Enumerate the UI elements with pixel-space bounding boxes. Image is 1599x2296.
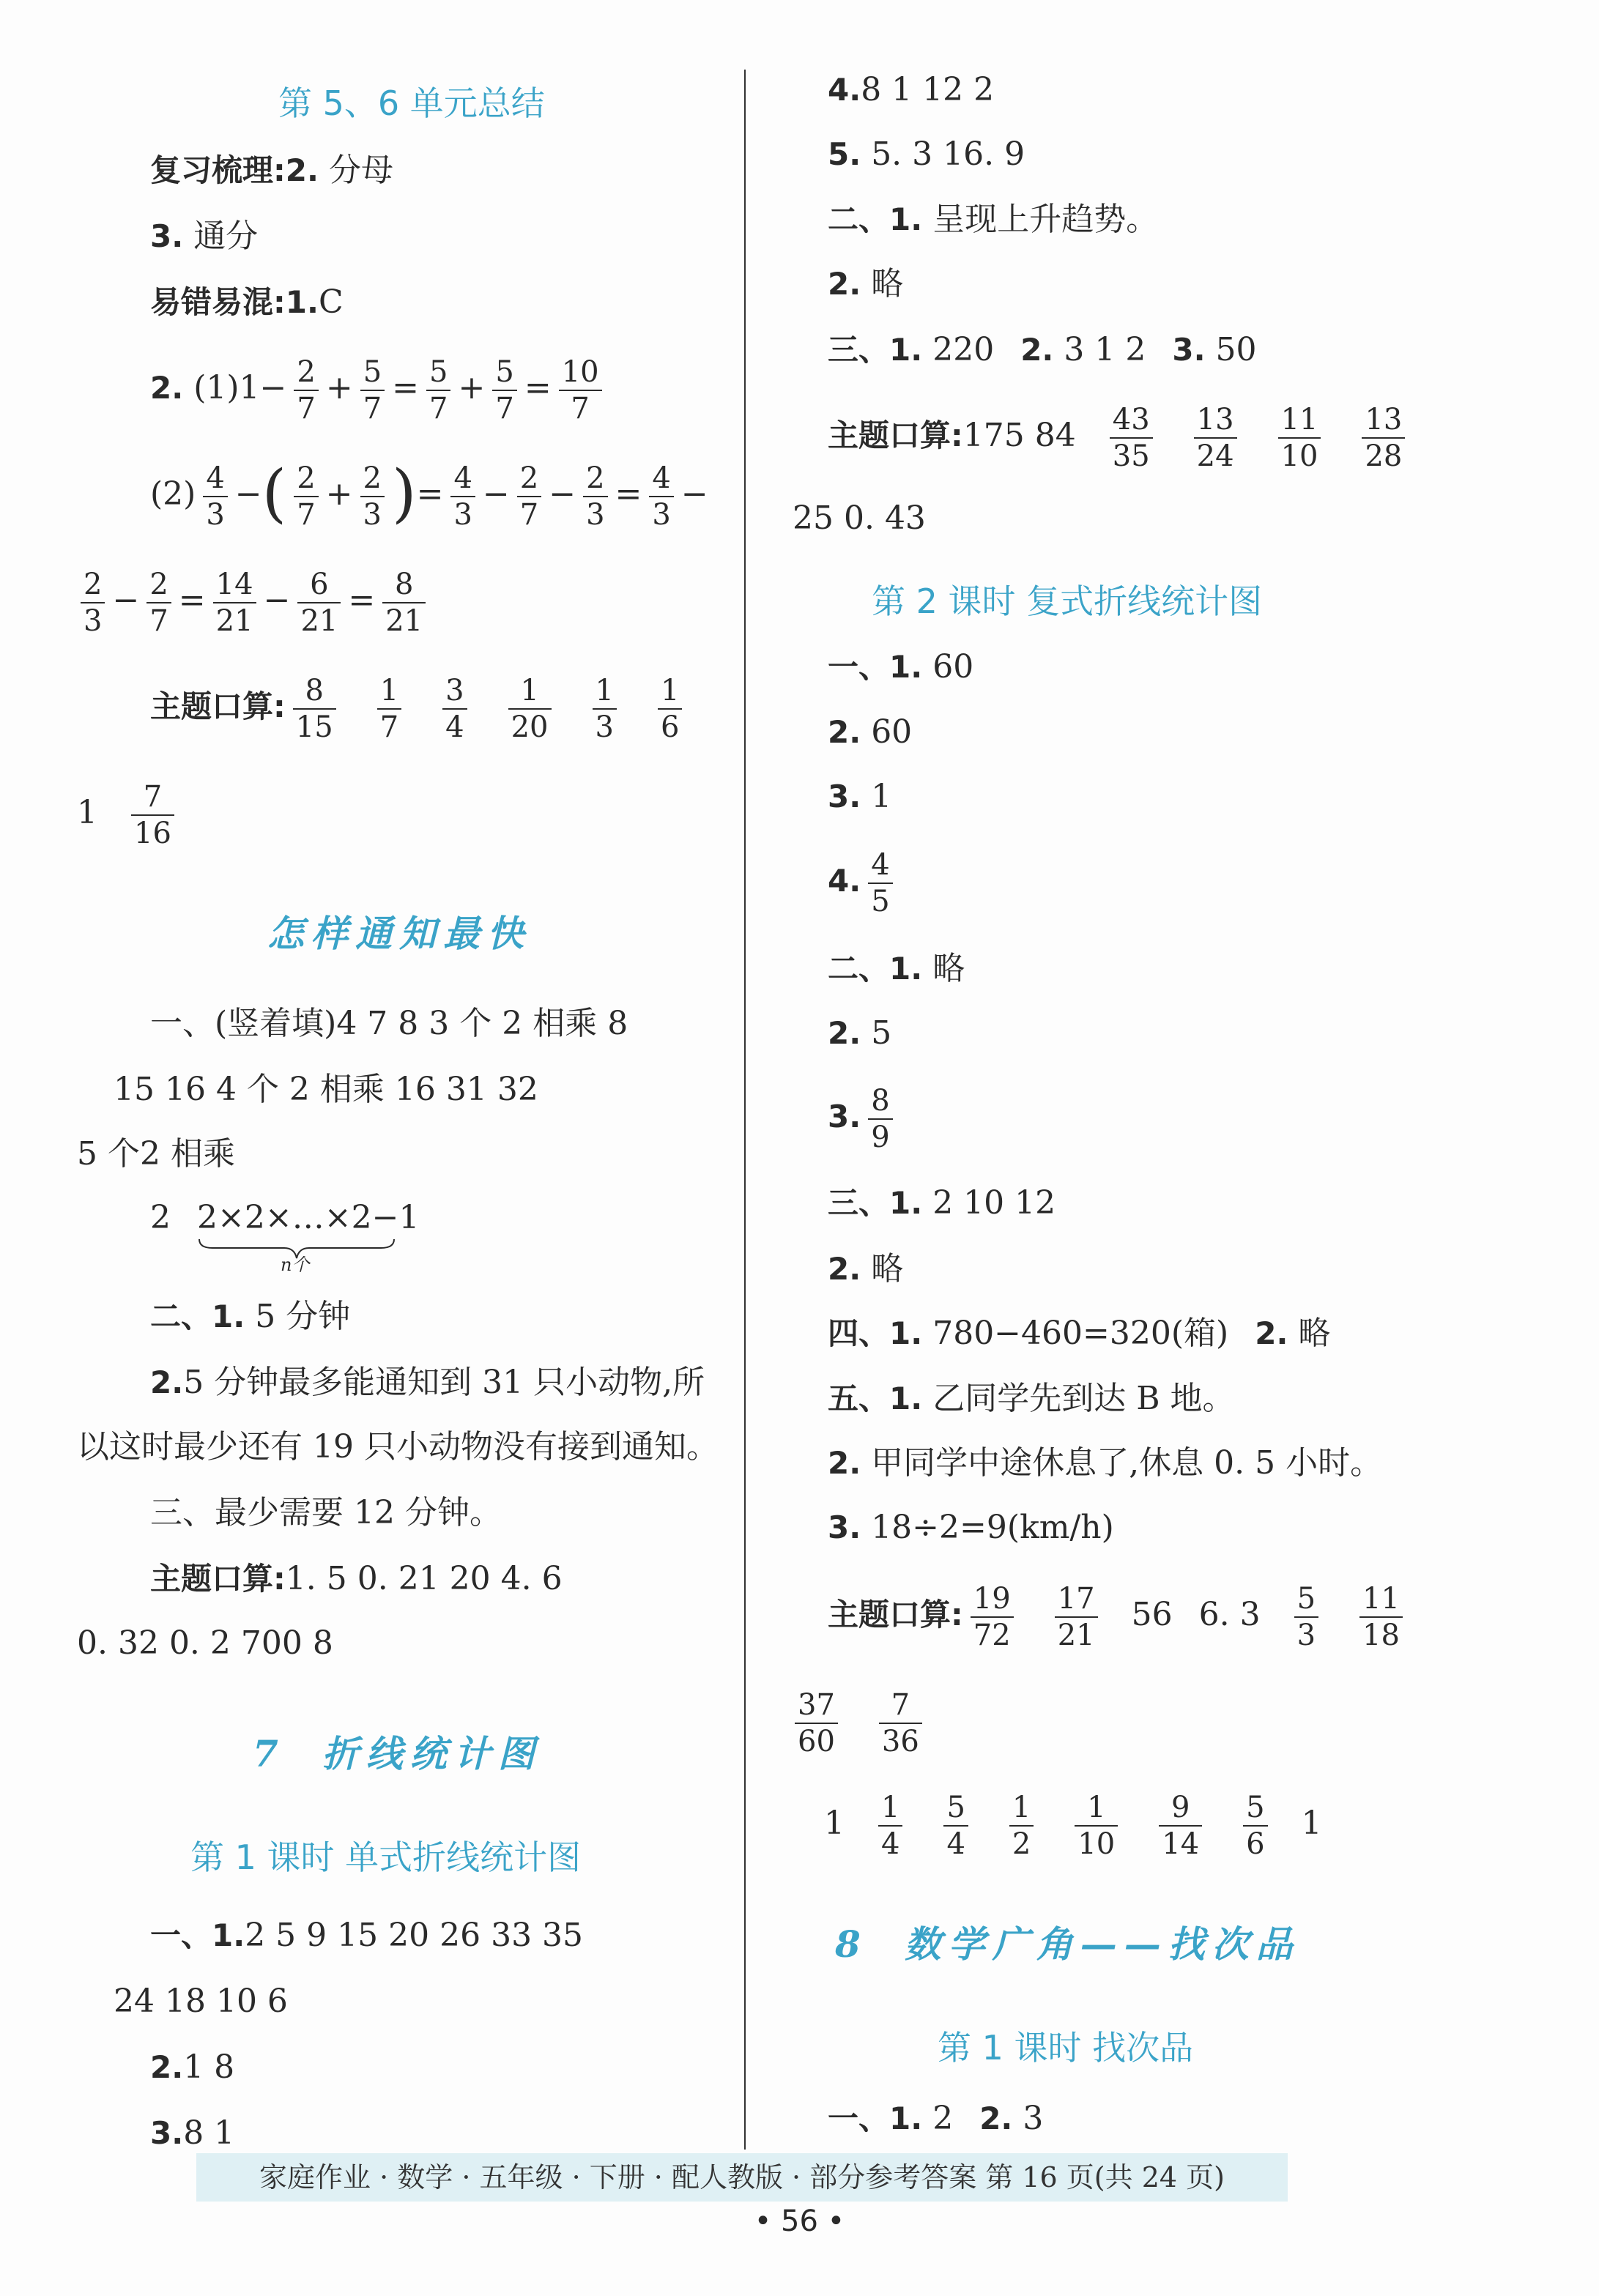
answer-line: 2. 甲同学中途休息了,休息 0. 5 小时。 (828, 1444, 1383, 1482)
answer-line: 5. 5. 3 16. 9 (828, 135, 1025, 173)
equation-line-3: $\frac{2}{3}$ − $\frac{2}{7}$ = $\frac{14}{21}$ − $\frac{6}{21}$ = $\frac{8}{21}$ (73, 560, 433, 641)
lesson-heading-find-defective: 第 1 课时 找次品 (938, 2028, 1194, 2067)
answer-line: 2.1 8 (150, 2048, 235, 2086)
answer-line: 一、(竖着填)4 7 8 3 个 2 相乘 8 (150, 1005, 628, 1042)
answer-line: 15 16 4 个 2 相乘 16 31 32 (114, 1071, 538, 1108)
answer-line: 24 18 10 6 (114, 1983, 288, 2020)
answer-line: 复习梳理:2. 分母 (150, 152, 393, 189)
answer-line: 2.5 分钟最多能通知到 31 只小动物,所 (150, 1364, 705, 1401)
answer-line: 二、1. 呈现上升趋势。 (828, 201, 1159, 238)
answer-line: 四、1. 780−460=320(箱) 2. 略 (828, 1315, 1331, 1352)
answer-line: 2. 5 (828, 1014, 892, 1052)
answer-line: 2. 60 (828, 713, 913, 751)
answer-line: 一、1. 60 (828, 648, 974, 686)
answer-line: 五、1. 乙同学先到达 B 地。 (828, 1380, 1235, 1417)
column-divider (744, 70, 746, 2150)
answer-line: 0. 32 0. 2 700 8 (77, 1624, 333, 1662)
answer-line: 5 个2 相乘 (77, 1135, 235, 1173)
answer-line: 3. 通分 (150, 218, 259, 255)
answer-line: 2. 略 (828, 265, 904, 302)
kousuan-line: 主题口算: $\frac{19}{72}$ $\frac{17}{21}$ 56 6. 3 $\frac{5}{3}$ $\frac{11}{18}$ (828, 1575, 1410, 1655)
answer-line: 一、1.2 5 9 15 20 26 33 35 (150, 1917, 584, 1954)
section-heading-fastest-notification: 怎样通知最快 (267, 912, 531, 955)
lesson-heading-compound-line-chart: 第 2 课时 复式折线统计图 (872, 582, 1263, 621)
answer-line: 主题口算:1. 5 0. 21 20 4. 6 (150, 1560, 563, 1597)
section-heading-unit-5-6-summary: 第 5、6 单元总结 (278, 83, 545, 123)
answer-line: 二、1. 5 分钟 (150, 1298, 351, 1335)
answer-line: 三、1. 2 10 12 (828, 1184, 1056, 1222)
equation-line-1: 2. (1)1− $\frac{2}{7}$ + $\frac{5}{7}$ = $\frac{5}{7}$ + $\frac{5}{7}$ = $\frac{10}{7}$ (150, 352, 609, 425)
footer-banner: 家庭作业 · 数学 · 五年级 · 下册 · 配人教版 · 部分参考答案 第 16 页(共 24 页) (196, 2153, 1288, 2202)
answer-line: 4.8 1 12 2 (828, 71, 995, 108)
equation-line-2: (2) $\frac{4}{3}$ −( $\frac{2}{7}$ + $\frac{2}{3}$ )= $\frac{4}{3}$ − $\frac{2}{7}$ − $\frac{2}{3}$ = $\frac{4}{3}$ − (150, 456, 708, 532)
chapter-heading-8: 8 数学广角——找次品 (835, 1922, 1300, 1966)
answer-line: 易错易混:1.C (150, 283, 344, 321)
answer-line: 3. 18÷2=9(km/h) (828, 1509, 1114, 1546)
answer-line: 三、1. 220 2. 3 1 2 3. 50 (828, 331, 1257, 368)
underbrace-label: n个 (281, 1255, 310, 1275)
kousuan-line: $\frac{37}{60}$ $\frac{7}{36}$ (787, 1681, 930, 1761)
answer-line: 3. 1 (828, 778, 892, 815)
page-number: • 56 • (754, 2204, 845, 2238)
formula-line: 2 2×2×…×2−1 (150, 1199, 420, 1236)
kousuan-line-1: 主题口算: $\frac{8}{15}$ $\frac{1}{7}$ $\frac{3}{4}$ $\frac{1}{20}$ $\frac{1}{3}$ $\frac{1}{6}$ (150, 666, 689, 747)
kousuan-line: 主题口算:175 84 $\frac{43}{35}$ $\frac{13}{24}$ $\frac{11}{10}$ $\frac{13}{28}$ (828, 395, 1412, 476)
answer-line: 3.8 1 (150, 2114, 235, 2152)
answer-line: 3. $\frac{8}{9}$ (828, 1077, 900, 1157)
answer-line: 以这时最少还有 19 只小动物没有接到通知。 (77, 1428, 719, 1465)
answer-line: 三、最少需要 12 分钟。 (150, 1494, 502, 1531)
answer-line: 二、1. 略 (828, 950, 965, 987)
answer-line: 2. 略 (828, 1250, 904, 1288)
kousuan-line-2: 1 $\frac{7}{16}$ (77, 773, 182, 853)
answer-line: 一、1. 2 2. 3 (828, 2100, 1044, 2137)
answer-line: 4. $\frac{4}{5}$ (828, 841, 900, 921)
answer-line: 25 0. 43 (793, 499, 926, 537)
kousuan-line: 1 $\frac{1}{4}$ $\frac{5}{4}$ $\frac{1}{2}$ $\frac{1}{10}$ $\frac{9}{14}$ $\frac{5}{6}$ 1 (824, 1790, 1322, 1861)
chapter-heading-7: 7 折线统计图 (253, 1732, 542, 1775)
lesson-heading-single-line-chart: 第 1 课时 单式折线统计图 (190, 1838, 582, 1877)
